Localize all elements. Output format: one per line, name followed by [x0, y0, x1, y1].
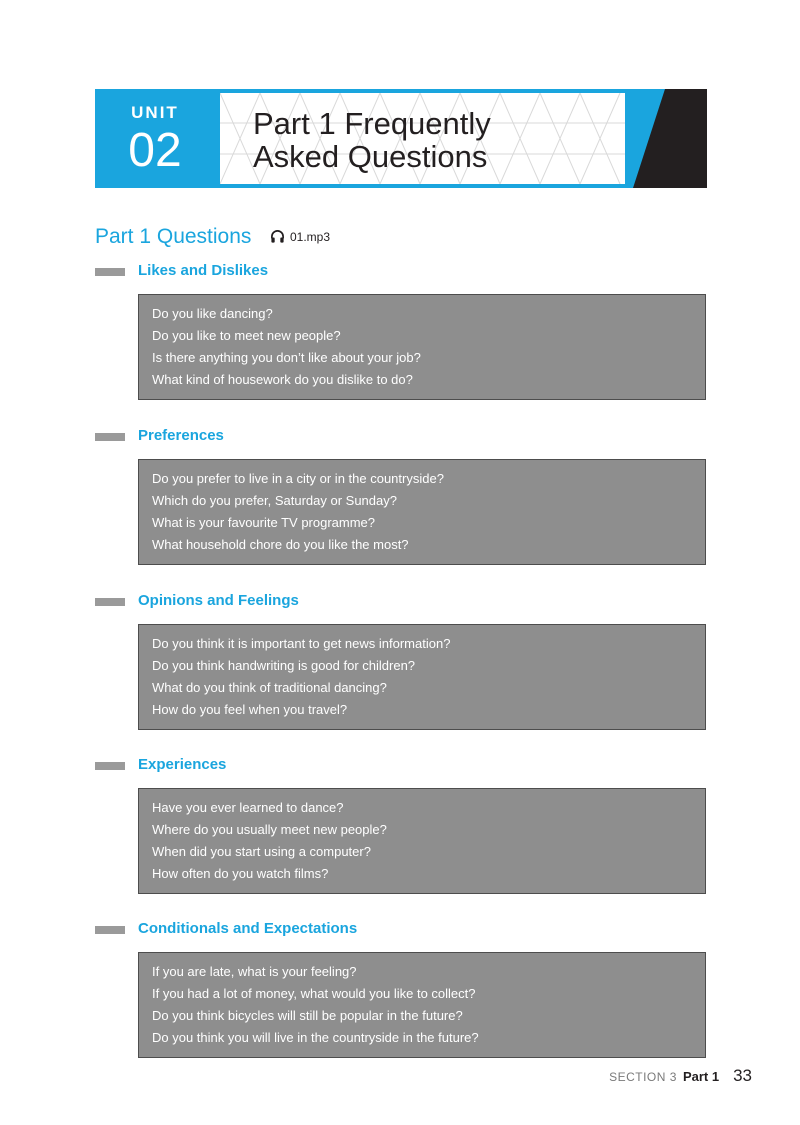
question: Do you think it is important to get news information?	[152, 636, 451, 651]
question: Do you think you will live in the countryside in the future?	[152, 1030, 479, 1045]
category-likes-dislikes	[95, 262, 707, 387]
audio-file-name: 01.mp3	[290, 229, 331, 244]
banner-dark-block	[633, 89, 707, 188]
unit-title-line-2: Asked Questions	[253, 139, 488, 174]
question-box	[138, 952, 706, 1058]
section-title: Part 1 Questions	[95, 225, 252, 248]
question-box	[138, 459, 706, 565]
footer-part: Part 1	[682, 1069, 720, 1084]
unit-title-line-1: Part 1 Frequently	[253, 106, 491, 141]
category-marker	[95, 598, 125, 606]
question-box	[138, 788, 706, 894]
question: What household chore do you like the most?	[152, 537, 409, 552]
unit-number: 02	[128, 124, 182, 177]
question: Do you like to meet new people?	[152, 328, 341, 343]
question: What kind of housework do you dislike to do?	[152, 372, 413, 387]
footer-section: SECTION 3	[609, 1070, 677, 1084]
question: How do you feel when you travel?	[152, 702, 348, 717]
question: Do you think handwriting is good for children?	[152, 658, 416, 673]
question: Is there anything you don’t like about your job?	[152, 350, 421, 365]
question: Which do you prefer, Saturday or Sunday?	[152, 493, 397, 508]
question: Where do you usually meet new people?	[152, 822, 387, 837]
category-experiences	[95, 756, 707, 881]
question: If you are late, what is your feeling?	[152, 964, 357, 979]
page-footer	[609, 1066, 752, 1086]
question-box	[138, 294, 706, 400]
question: Do you like dancing?	[152, 306, 273, 321]
unit-title	[253, 107, 491, 173]
category-marker	[95, 433, 125, 441]
headphones-icon	[270, 229, 285, 244]
question: If you had a lot of money, what would you like to collect?	[152, 986, 476, 1001]
category-marker	[95, 926, 125, 934]
title-panel	[220, 93, 625, 184]
category-title: Conditionals and Expectations	[138, 920, 358, 937]
audio-reference[interactable]	[270, 229, 330, 244]
category-marker	[95, 268, 125, 276]
unit-banner	[95, 89, 707, 188]
category-title: Experiences	[138, 756, 227, 773]
question: How often do you watch films?	[152, 866, 329, 881]
category-title: Opinions and Feelings	[138, 592, 299, 609]
question: What is your favourite TV programme?	[152, 515, 376, 530]
unit-label: UNIT	[131, 103, 179, 122]
question: Do you think bicycles will still be popular in the future?	[152, 1008, 463, 1023]
category-marker	[95, 762, 125, 770]
question: What do you think of traditional dancing?	[152, 680, 387, 695]
category-opinions-feelings	[95, 592, 707, 717]
question: Do you prefer to live in a city or in the countryside?	[152, 471, 444, 486]
category-conditionals-expectations	[95, 920, 707, 1045]
question-box	[138, 624, 706, 730]
category-title: Preferences	[138, 427, 224, 444]
page-number: 33	[733, 1066, 752, 1085]
question: Have you ever learned to dance?	[152, 800, 344, 815]
category-preferences	[95, 427, 707, 552]
question: When did you start using a computer?	[152, 844, 371, 859]
category-title: Likes and Dislikes	[138, 262, 269, 279]
